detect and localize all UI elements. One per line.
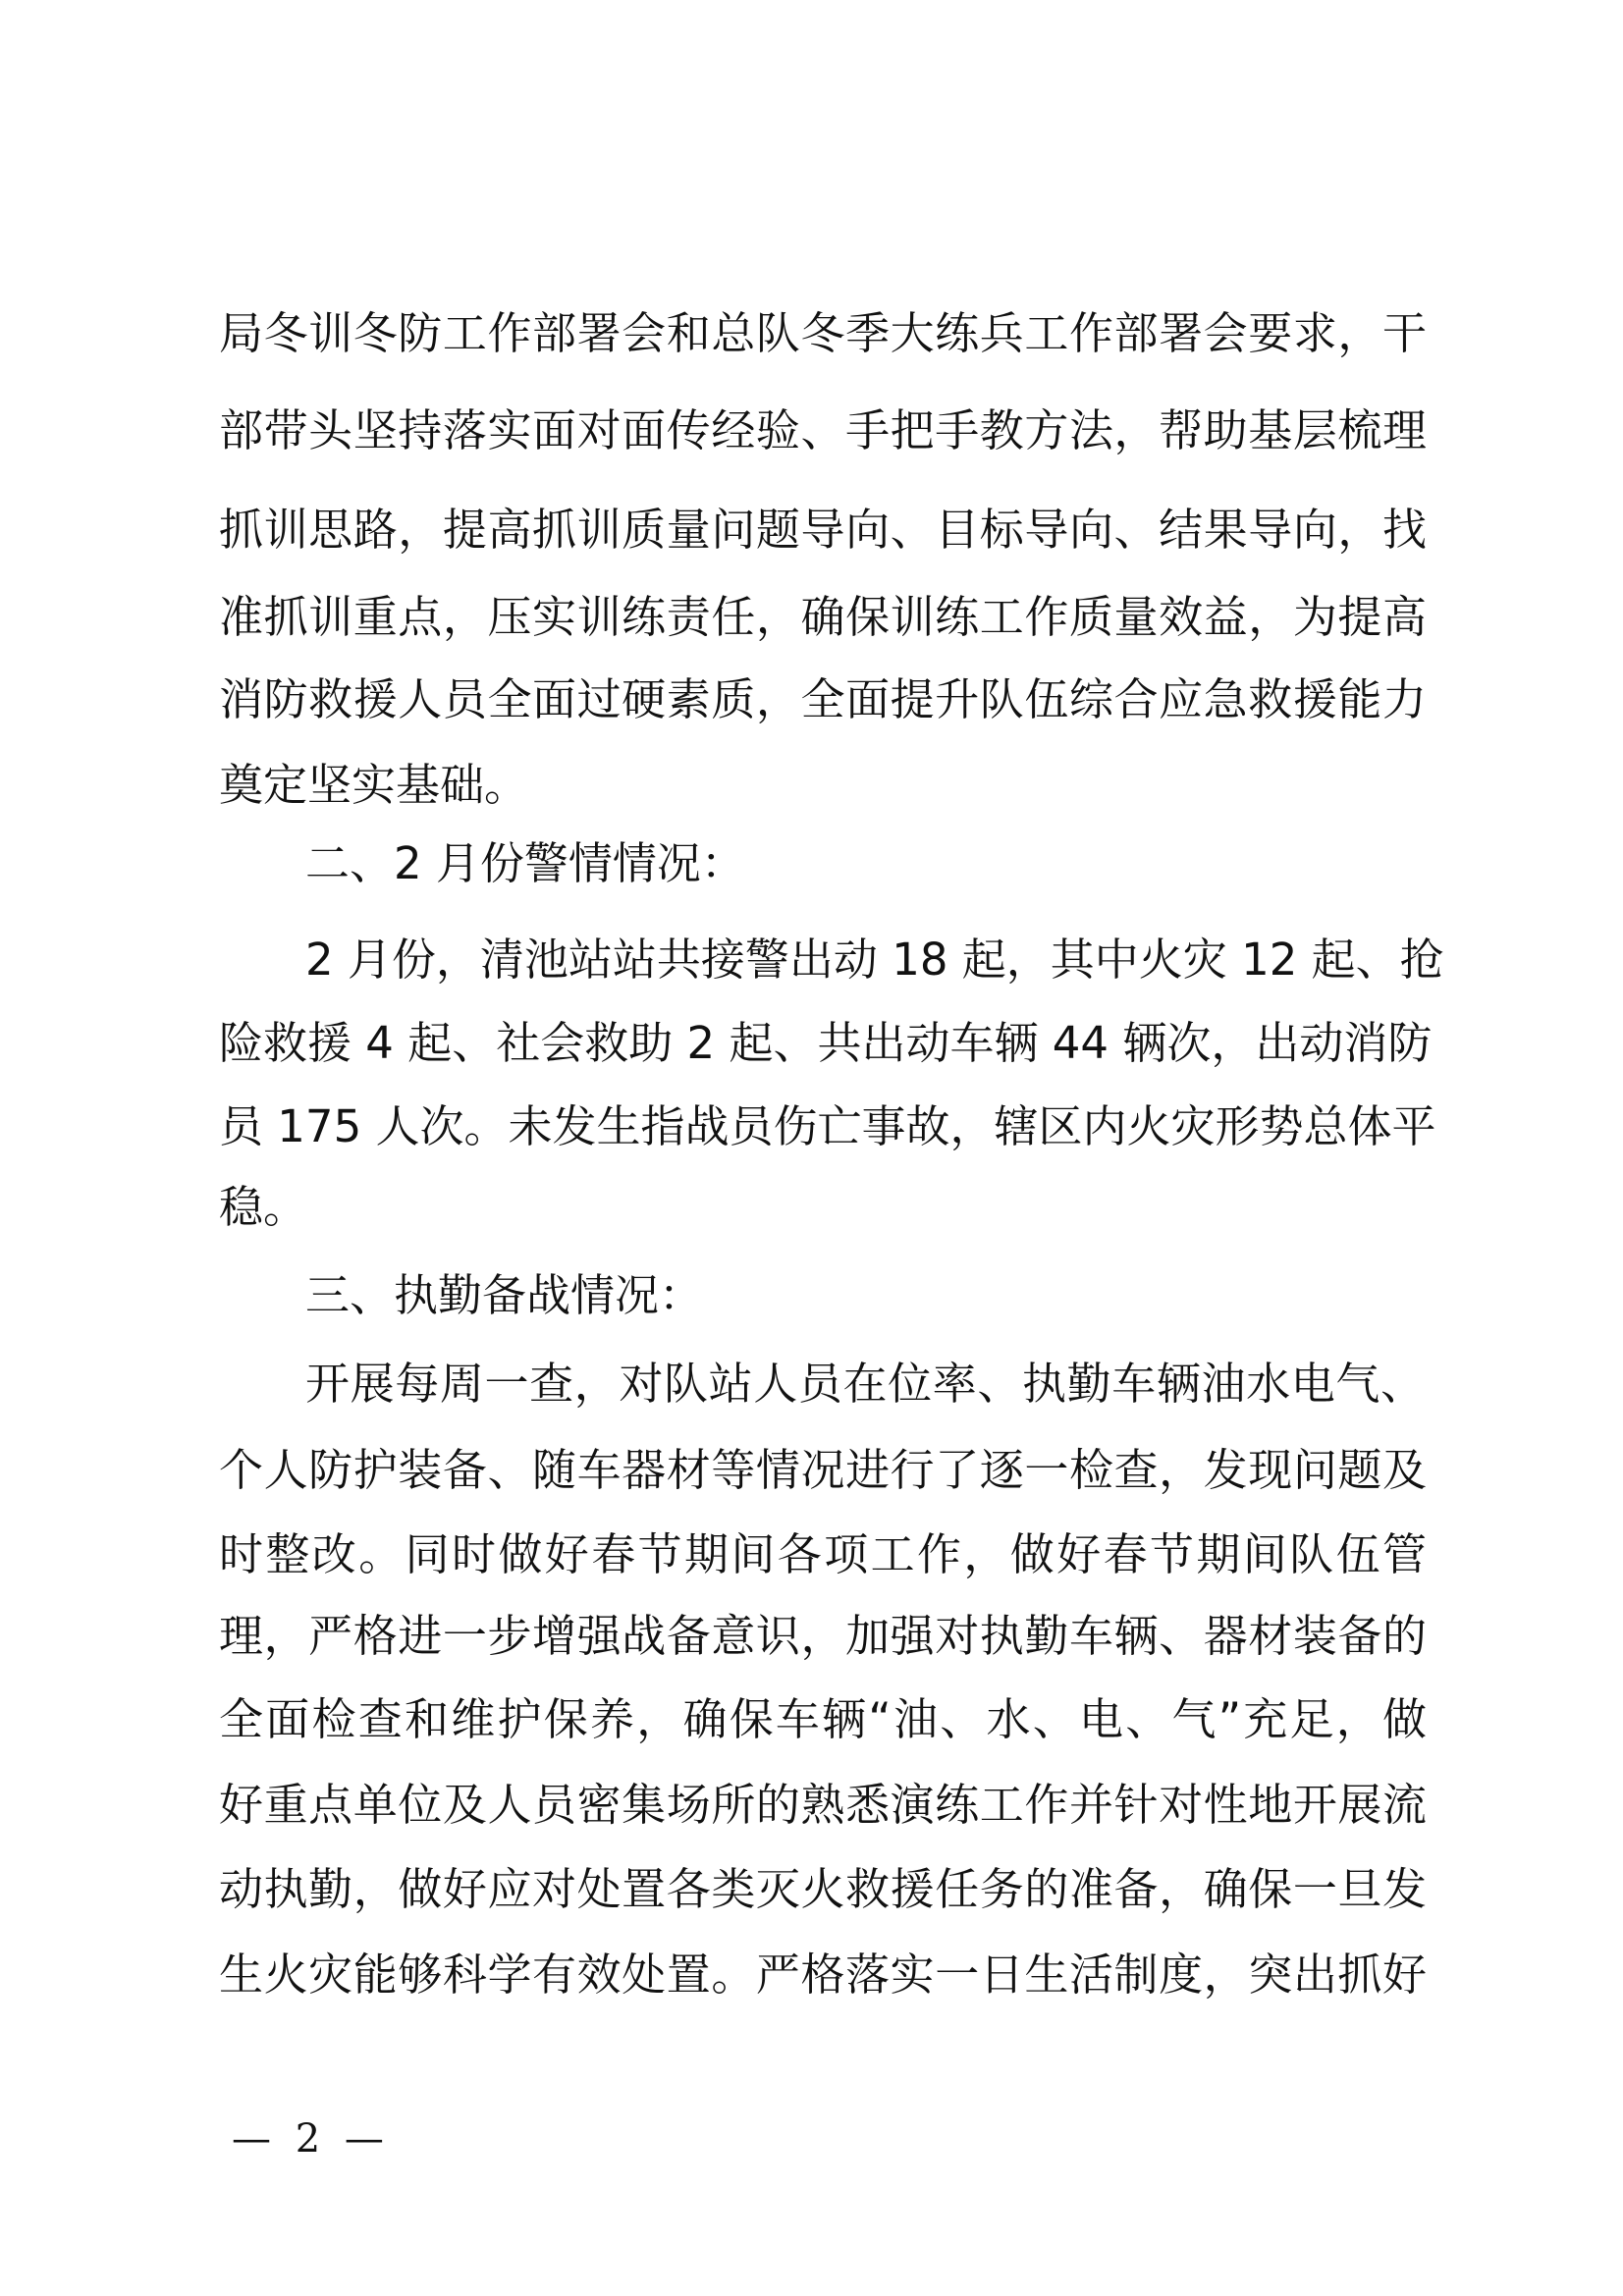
body-line-14: 个人防护装备、随车器材等情况进行了逐一检查，发现问题及: [219, 1444, 1427, 1496]
body-line-10: 员 175 人次。未发生指战员伤亡事故，辖区内火灾形势总体平: [219, 1100, 1436, 1152]
body-line-15: 时整改。同时做好春节期间各项工作，做好春节期间队伍管: [219, 1528, 1427, 1580]
section-heading-alerts: 二、2 月份警情情况：: [305, 837, 745, 889]
body-line-6: 奠定坚实基础。: [219, 759, 529, 811]
body-line-18: 好重点单位及人员密集场所的熟悉演练工作并针对性地开展流: [219, 1779, 1427, 1831]
body-line-20: 生火灾能够科学有效处置。严格落实一日生活制度，突出抓好: [219, 1949, 1427, 2001]
body-line-19: 动执勤，做好应对处置各类灭火救援任务的准备，确保一旦发: [219, 1863, 1427, 1915]
body-line-16: 理，严格进一步增强战备意识，加强对执勤车辆、器材装备的: [219, 1610, 1427, 1662]
body-line-5: 消防救援人员全面过硬素质，全面提升队伍综合应急救援能力: [219, 673, 1427, 725]
body-line-1: 局冬训冬防工作部署会和总队冬季大练兵工作部署会要求，干: [219, 307, 1427, 359]
body-line-2: 部带头坚持落实面对面传经验、手把手教方法，帮助基层梳理: [219, 404, 1427, 456]
body-line-4: 准抓训重点，压实训练责任，确保训练工作质量效益，为提高: [219, 591, 1427, 643]
body-line-17: 全面检查和维护保养，确保车辆“油、水、电、气”充足，做: [219, 1693, 1427, 1745]
section-heading-duty: 三、执勤备战情况：: [305, 1269, 704, 1321]
body-line-8: 2 月份，清池站站共接警出动 18 起，其中火灾 12 起、抢: [305, 934, 1444, 986]
page-number: — 2 —: [232, 2116, 390, 2162]
body-line-9: 险救援 4 起、社会救助 2 起、共出动车辆 44 辆次，出动消防: [219, 1017, 1433, 1069]
body-line-13: 开展每周一查，对队站人员在位率、执勤车辆油水电气、: [305, 1358, 1425, 1410]
body-line-11: 稳。: [219, 1181, 308, 1233]
body-line-3: 抓训思路，提高抓训质量问题导向、目标导向、结果导向，找: [219, 504, 1427, 556]
